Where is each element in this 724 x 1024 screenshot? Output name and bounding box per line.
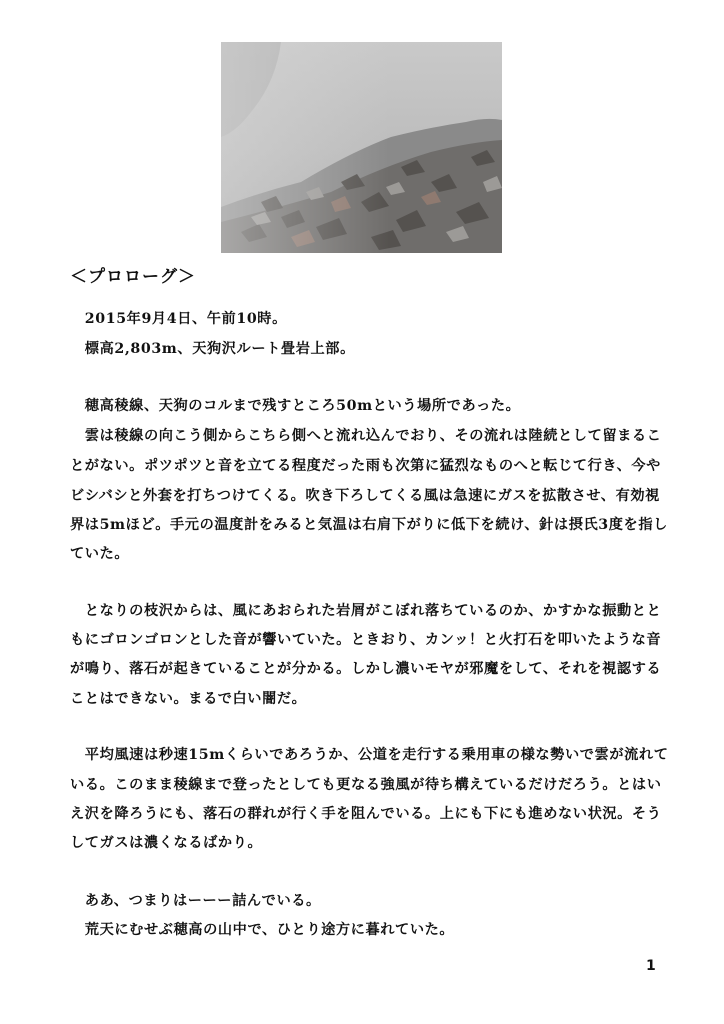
text-line: いる。このまま稜線まで登ったとしても更なる強風が待ち構えているだけだろう。とはい (70, 777, 662, 793)
text-line: ビシバシと外套を打ちつけてくる。吹き下ろしてくる風は急速にガスを拡散させ、有効視 (70, 488, 660, 504)
text-line: 界は5mほど。手元の温度計をみると気温は右肩下がりに低下を続け、針は摂氏3度を指し (70, 517, 668, 533)
text-line: 雲は稜線の向こう側からこちら側へと流れ込んでおり、その流れは陸続として留まるこ (70, 428, 662, 444)
foggy-rocky-slope-photo (221, 42, 502, 253)
text-line: 穂高稜線、天狗のコルまで残すところ50mという場所であった。 (70, 398, 521, 414)
text-line: ああ、つまりはーーー詰んでいる。 (70, 893, 321, 909)
text-line: となりの枝沢からは、風にあおられた岩屑がこぼれ落ちているのか、かすかな振動とと (70, 603, 662, 619)
text-line: が鳴り、落石が起きていることが分かる。しかし濃いモヤが邪魔をして、それを視認する (70, 661, 662, 677)
text-line: え沢を降ろうにも、落石の群れが行く手を阻んでいる。上にも下にも進めない状況。そう (70, 806, 662, 822)
text-line: 標高2,803m、天狗沢ルート畳岩上部。 (70, 341, 355, 357)
text-line: 2015年9月4日、午前10時。 (70, 311, 287, 327)
text-line: ていた。 (70, 546, 130, 562)
page-number: 1 (646, 958, 656, 974)
text-line: 荒天にむせぶ穂高の山中で、ひとり途方に暮れていた。 (70, 922, 455, 938)
text-line: 平均風速は秒速15mくらいであろうか、公道を走行する乗用車の様な勢いで雲が流れて (70, 747, 669, 763)
text-line: してガスは濃くなるばかり。 (70, 835, 263, 851)
text-line: とがない。ポツポツと音を立てる程度だった雨も次第に猛烈なものへと転じて行き、今や (70, 458, 661, 474)
section-heading: ＜プロローグ＞ (70, 267, 196, 287)
text-line: ことはできない。まるで白い闇だ。 (70, 691, 307, 707)
text-line: もにゴロンゴロンとした音が響いていた。ときおり、カンッ！と火打石を叩いたような音 (70, 632, 662, 648)
